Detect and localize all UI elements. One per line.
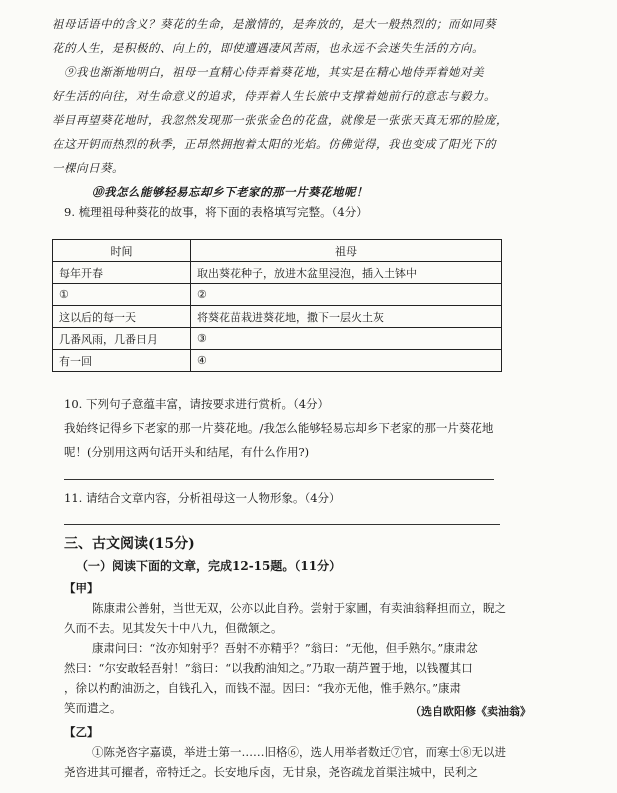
question-10-prompt: 10. 下列句子意蕴丰富，请按要求进行赏析。（4分） [64,397,330,411]
table-cell: 将葵花苗栽进葵花地，撒下一层火土灰 [191,306,502,328]
table-cell: 有一回 [53,350,191,372]
classical-line: 笑而遣之。 [64,701,122,715]
table-row [53,350,502,372]
passage-line: 在这开钥而热烈的秋季，正昂然拥抱着太阳的光焰。仿佛觉得，我也变成了阳光下的 [52,137,496,151]
question-10-text: 我始终记得乡下老家的那一片葵花地。/我怎么能够轻易忘却乡下老家的那一片葵花地 [64,421,494,435]
classical-line: 久而不去。见其发矢十中八九，但微颔之。 [64,621,283,635]
table-row [53,328,502,350]
question-10-text: 呢！(分别用这两句话开头和结尾，有什么作用?) [64,445,310,459]
passage-yi-label: 【乙】 [64,725,99,739]
passage-jia-label: 【甲】 [64,581,99,595]
table-cell[interactable]: ④ [191,350,502,372]
answer-line[interactable] [64,524,500,525]
passage-line: 一棵向日葵。 [52,161,124,175]
table-header: 时间 [53,240,191,262]
classical-line: 陈康肃公善射，当世无双，公亦以此自矜。尝射于家圃，有卖油翁释担而立，睨之 [92,601,506,615]
table-cell: 取出葵花种子，放进木盆里浸泡，插入土钵中 [191,262,502,284]
table-cell[interactable]: ③ [191,328,502,350]
table-cell: 这以后的每一天 [53,306,191,328]
classical-line: 然曰：“尔安敢轻吾射！”翁曰：“以我酌油知之。”乃取一葫芦置于地，以钱覆其口 [64,661,473,675]
classical-line: 康肃问曰：“汝亦知射乎？吾射不亦精乎？”翁曰：“无他，但手熟尔。”康肃忿 [92,641,478,655]
table-row [53,306,502,328]
answer-line[interactable] [64,479,494,480]
classical-line: ①陈尧咨字嘉谟，举进士第一……旧格⑥，选人用举者数迁⑦官，而寒士⑧无以进 [92,745,506,759]
question-11-prompt: 11. 请结合文章内容，分析祖母这一人物形象。（4分） [64,491,341,505]
table-row [53,262,502,284]
classical-line: 尧咨进其可擢者，帝特迁之。长安地斥卤，无甘泉，尧咨疏龙首渠注城中，民利之 [64,765,478,779]
table-cell: 每年开春 [53,262,191,284]
source-citation: （选自欧阳修《卖油翁》 [410,705,531,718]
table-row [53,284,502,306]
passage-line: 花的人生，是积极的、向上的，即使遭遇凄风苦雨，也永远不会迷失生活的方向。 [52,41,484,55]
passage-line: 好生活的向往，对生命意义的追求，侍弄着人生长旅中支撑着她前行的意志与毅力。 [52,89,496,103]
passage-line: ⑩我怎么能够轻易忘却乡下老家的那一片葵花地呢！ [92,185,368,199]
table-cell: 几番风雨，几番日月 [53,328,191,350]
subsection-title: （一）阅读下面的文章，完成12-15题。（11分） [76,559,342,573]
passage-line: 举目再望葵花地时，我忽然发现那一张张金色的花盘，就像是一张张天真无邪的脸庞， [52,113,508,127]
table-cell[interactable]: ② [191,284,502,306]
table-header-row [53,240,502,262]
passage-line: 祖母话语中的含义？葵花的生命，是激情的，是奔放的，是大一般热烈的；而如同葵 [52,17,496,31]
question-9-prompt: 9. 梳理祖母种葵花的故事，将下面的表格填写完整。（4分） [64,205,368,219]
classical-line: ，徐以杓酌油沥之，自钱孔入，而钱不湿。因曰：“我亦无他，惟手熟尔。”康肃 [64,681,462,695]
section-title: 三、古文阅读(15分) [64,536,195,552]
table-cell[interactable]: ① [53,284,191,306]
story-table [52,239,502,372]
passage-line: ⑨我也渐渐地明白，祖母一直精心侍弄着葵花地，其实是在精心地侍弄着她对美 [64,65,484,79]
table-header: 祖母 [191,240,502,262]
